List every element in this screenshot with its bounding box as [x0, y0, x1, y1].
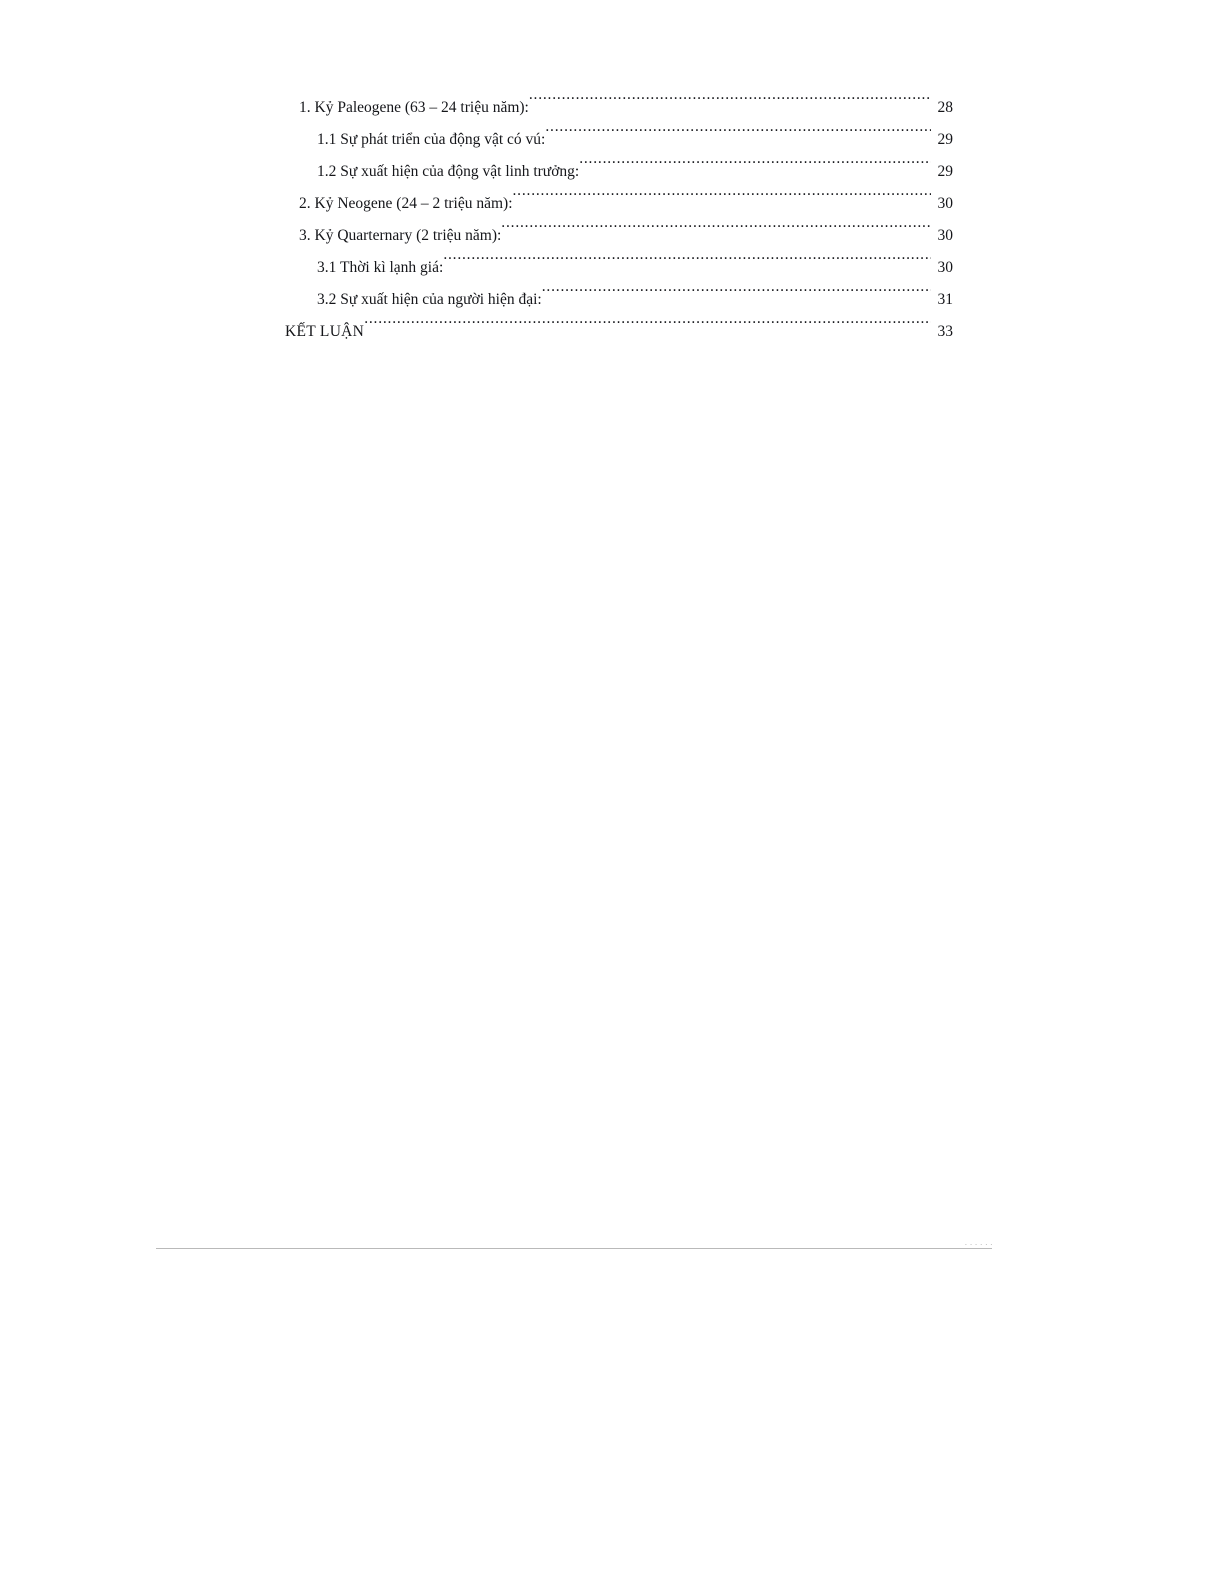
toc-leader-dots — [364, 321, 931, 337]
toc-page-number: 29 — [937, 131, 953, 148]
toc-entry-label: 3. Kỷ Quarternary (2 triệu năm): — [299, 227, 502, 244]
toc-entry-label: 3.2 Sự xuất hiện của người hiện đại: — [317, 291, 542, 308]
toc-entry[interactable] — [285, 252, 953, 284]
footer-mark: · · · · · · — [964, 1241, 993, 1249]
toc-entry[interactable] — [285, 220, 953, 252]
toc-leader-dots — [542, 289, 931, 305]
toc-page-number: 30 — [937, 227, 953, 244]
toc-entry[interactable] — [285, 92, 953, 124]
toc-page-number: 33 — [937, 323, 953, 340]
toc-page-number: 30 — [937, 195, 953, 212]
toc-entry[interactable] — [285, 284, 953, 316]
toc-entry-conclusion[interactable] — [285, 316, 953, 348]
toc-entry-label: 3.1 Thời kì lạnh giá: — [317, 259, 444, 276]
toc-leader-dots — [513, 193, 932, 209]
toc-entry-label: 1.1 Sự phát triển của động vật có vú: — [317, 131, 546, 148]
toc-entry-label: 2. Kỷ Neogene (24 – 2 triệu năm): — [299, 195, 513, 212]
toc-leader-dots — [443, 257, 931, 273]
toc-entry-label: KẾT LUẬN — [285, 323, 365, 340]
toc-entry[interactable] — [285, 188, 953, 220]
toc-leader-dots — [501, 225, 931, 241]
toc-page-number: 31 — [937, 291, 953, 308]
toc-leader-dots — [545, 129, 931, 145]
toc-entry-label: 1.2 Sự xuất hiện của động vật linh trưởng: — [317, 163, 580, 180]
toc-entry[interactable] — [285, 124, 953, 156]
toc-page-number: 28 — [937, 99, 953, 116]
toc-leader-dots — [529, 97, 931, 113]
toc-entry-label: 1. Kỷ Paleogene (63 – 24 triệu năm): — [299, 99, 529, 116]
table-of-contents — [285, 92, 953, 348]
toc-page-number: 29 — [937, 163, 953, 180]
toc-leader-dots — [579, 161, 931, 177]
toc-entry[interactable] — [285, 156, 953, 188]
toc-page-number: 30 — [937, 259, 953, 276]
footer-divider — [156, 1248, 992, 1249]
